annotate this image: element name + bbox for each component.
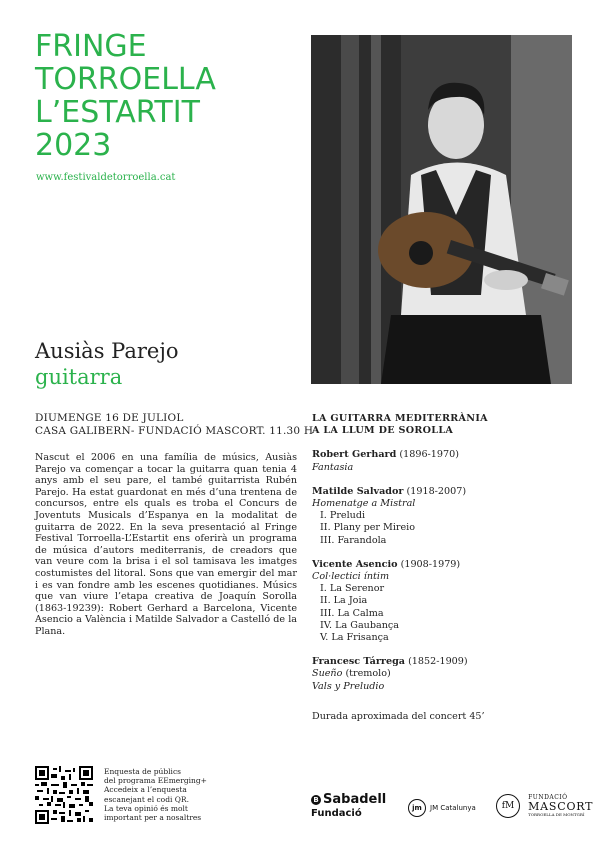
survey-line: Accedeix a l’enquesta xyxy=(104,785,187,795)
work-title: Fantasia xyxy=(312,461,354,473)
movement: IV. La Gaubança xyxy=(320,619,399,631)
performer-instrument: guitarra xyxy=(35,365,123,389)
title-line-2: TORROELLA xyxy=(35,62,216,97)
survey-line: escanejant el codi QR. xyxy=(104,794,189,804)
sabadell-name: Sabadell xyxy=(323,792,387,807)
event-venue-time: CASA GALIBERN- FUNDACIÓ MASCORT. 11.30 H xyxy=(35,425,314,437)
performer-name: Ausiàs Parejo xyxy=(35,339,179,363)
event-info xyxy=(35,412,313,438)
website-link[interactable]: www.festivaldetorroella.cat xyxy=(36,172,176,183)
title-line-3: L’ESTARTIT xyxy=(35,95,200,130)
program-title-line-1: LA GUITARRA MEDITERRÀNIA xyxy=(312,413,488,424)
sponsor-jm-logo xyxy=(408,799,476,817)
performer-bio: Nascut el 2006 en una família de músics, Ausiàs Parejo va començar a tocar la guitarra quan tenia 4 anys amb el seu pare, el també guitarrista Rubén Parejo. Ha estat guardonat en més d’una trentena de concursos, entre els quals es troba el Concurs de Joventuts Musicals d’Espanya en la modalitat de guitarra de 2022. En la seva presentació al Fringe Festival Torroella-L’Estartit ens oferirà un programa de música d’autors mediterranis, de creadors que van veure com la brisa i el sol tamisava les imatges costumistes del litoral. Sons que van emergir del mar i es van fondre amb les escenes quotidianes. Músics que van viure l’etapa creativa de Joaquín Sorolla (1863-19239): Robert Gerhard a Barcelona, Vicente Asencio a València i Matilde Salvador a Castelló de la Plana. xyxy=(35,452,297,637)
composer-name: Francesc Tárrega xyxy=(312,656,405,668)
work-title-suffix: (tremolo) xyxy=(342,668,391,680)
survey-text xyxy=(104,767,214,822)
work-title: Vals y Preludio xyxy=(312,680,385,692)
composer-entry xyxy=(312,656,577,693)
composer-name: Robert Gerhard xyxy=(312,449,397,461)
composer-years: (1896-1970) xyxy=(399,449,459,461)
title-line-1: FRINGE xyxy=(35,29,147,64)
performer-heading xyxy=(35,338,178,390)
survey-line: del programa EEmerging+ xyxy=(104,776,207,786)
work-title: Col·lectici íntim xyxy=(312,571,390,583)
sponsor-mascort-logo xyxy=(496,794,593,818)
movement: I. Preludi xyxy=(320,510,366,522)
mascort-mark-icon: fM xyxy=(496,794,520,818)
survey-line: Enquesta de públics xyxy=(104,767,181,776)
composer-name: Vicente Asencio xyxy=(312,558,398,570)
movement: III. La Calma xyxy=(320,607,384,619)
concert-duration: Durada aproximada del concert 45’ xyxy=(312,710,485,722)
work-title-italic: Sueño xyxy=(312,668,343,680)
movement: II. Plany per Mireio xyxy=(320,522,416,534)
movement: II. La Joia xyxy=(320,595,368,607)
composer-years: (1852-1909) xyxy=(408,656,468,668)
movement: I. La Serenor xyxy=(320,583,385,595)
festival-title xyxy=(35,30,216,162)
composer-entry xyxy=(312,559,577,644)
mascort-line-3: TORROELLA DE MONTGRÍ xyxy=(528,812,585,817)
survey-line: important per a nosaltres xyxy=(104,813,202,823)
composer-years: (1918-2007) xyxy=(406,485,467,497)
title-line-4: 2023 xyxy=(35,128,112,163)
program-title-line-2: A LA LLUM DE SOROLLA xyxy=(312,425,454,437)
composer-entry xyxy=(312,486,577,547)
survey-qr-code[interactable] xyxy=(35,766,93,824)
performer-photo xyxy=(311,35,572,384)
jm-name: JM Catalunya xyxy=(430,804,476,812)
work-title: Homenatge a Mistral xyxy=(312,498,416,510)
work-title xyxy=(312,668,577,680)
jm-mark-icon: jm xyxy=(408,799,426,817)
concert-program xyxy=(312,413,577,723)
mascort-line-2: MASCORT xyxy=(528,800,594,813)
sponsor-sabadell-logo xyxy=(311,793,386,821)
event-date: DIUMENGE 16 DE JULIOL xyxy=(35,412,184,424)
composer-entry xyxy=(312,449,577,473)
survey-line: La teva opinió és molt xyxy=(104,803,188,813)
mascort-line-1: FUNDACIÓ xyxy=(528,794,568,801)
composer-years: (1908-1979) xyxy=(400,558,461,570)
sabadell-sub: Fundació xyxy=(311,808,362,819)
movement: V. La Frisança xyxy=(320,632,389,644)
composer-name: Matilde Salvador xyxy=(312,485,404,497)
sabadell-mark-icon: B xyxy=(311,795,321,805)
movement: III. Farandola xyxy=(320,534,387,546)
